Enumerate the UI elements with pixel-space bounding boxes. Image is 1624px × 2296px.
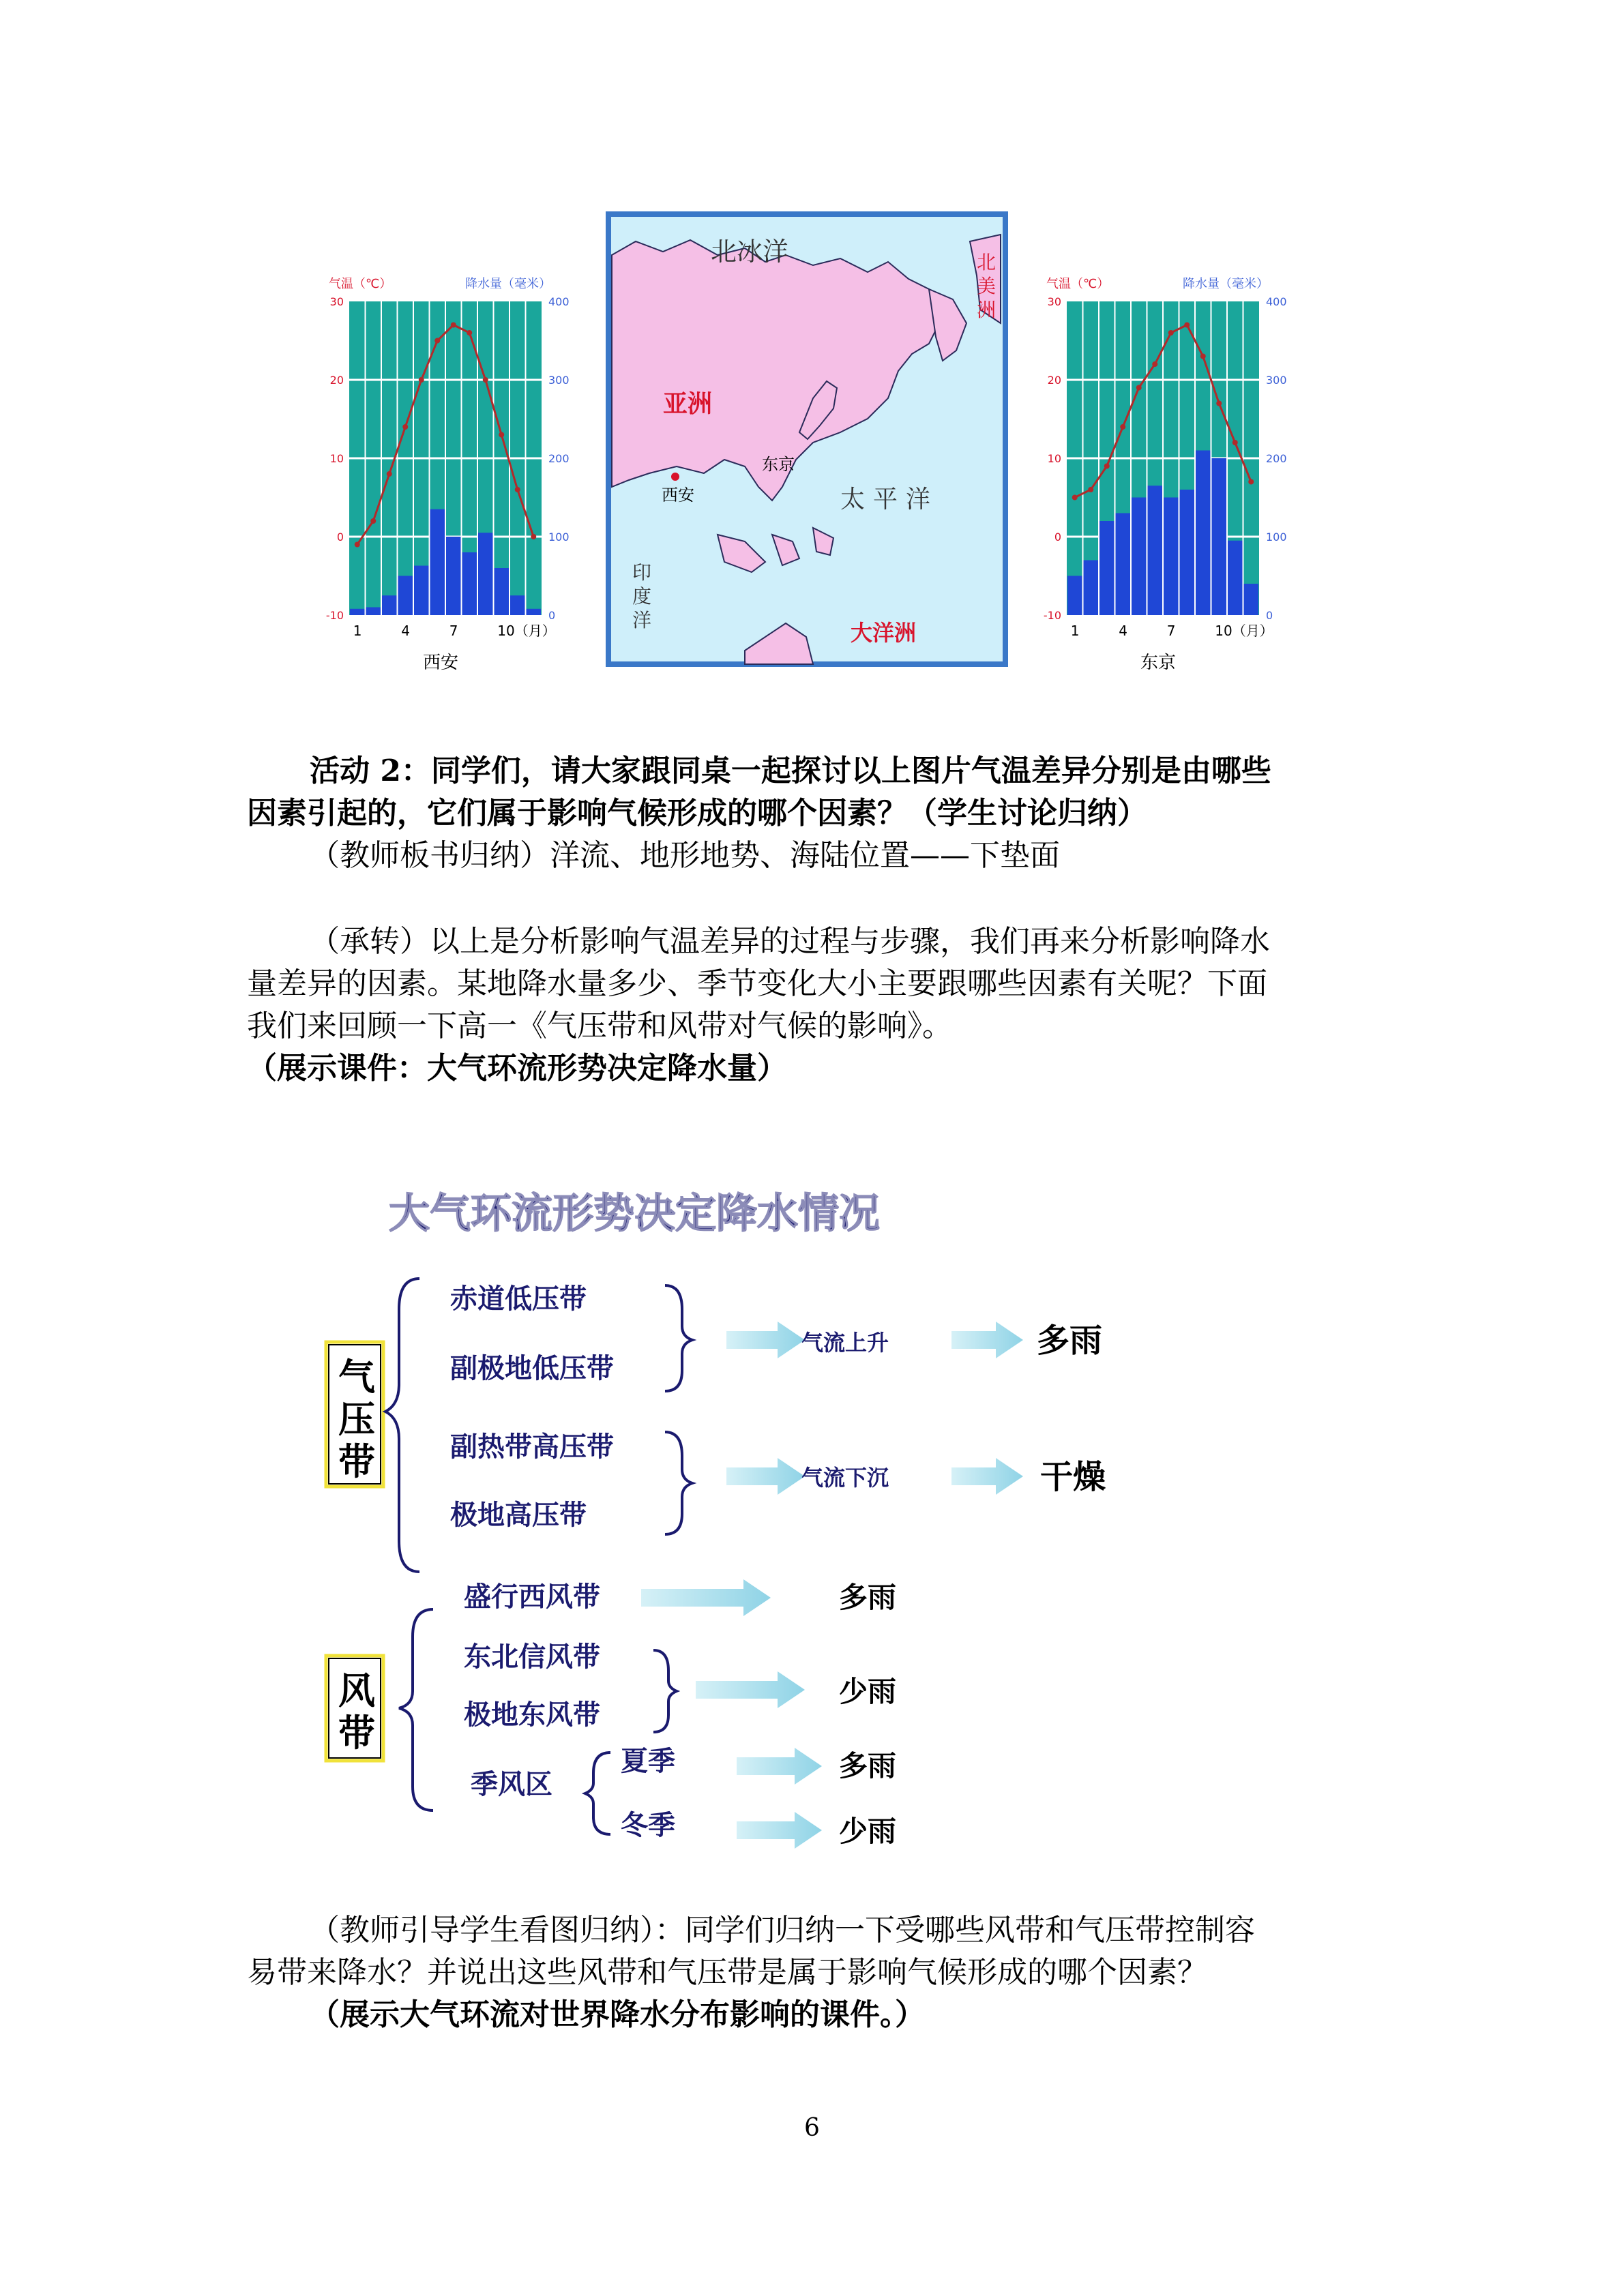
tokyo-temp-axis-label: 气温（℃）: [1046, 277, 1110, 291]
asia-label: 亚洲: [663, 390, 713, 418]
tokyo-temp-tick: 0: [1054, 531, 1061, 543]
transition-line2: 量差异的因素。某地降水量多少、季节变化大小主要跟哪些因素有关呢？下面: [247, 966, 1267, 1001]
xian-temp-point: [451, 323, 456, 328]
summer-result: 多雨: [839, 1749, 897, 1783]
tokyo-temp-point: [1088, 487, 1093, 492]
winter-label: 冬季: [621, 1810, 675, 1841]
tokyo-precip-bar: [1067, 576, 1082, 616]
xian-precip-bar: [478, 533, 493, 615]
xian-month-tick: 1: [353, 623, 362, 639]
xian-precip-tick: 200: [548, 452, 570, 465]
xian-temp-point: [515, 487, 520, 492]
tokyo-month-tick: 4: [1119, 623, 1127, 639]
diagram-title: 大气环流形势决定降水情况: [389, 1190, 880, 1238]
xian-precip-bar: [382, 595, 397, 615]
monsoon-brace: [585, 1753, 610, 1834]
tokyo-temp-tick: -10: [1043, 609, 1061, 622]
dry-arrow: [951, 1458, 1023, 1495]
tokyo-month-tick: 7: [1166, 623, 1176, 639]
rain-arrow: [951, 1322, 1023, 1358]
xian-temp-point: [370, 518, 376, 524]
activity2-line1: 活动 2：同学们，请大家跟同桌一起探讨以上图片气温差异分别是由哪些: [310, 754, 1271, 788]
xian-month-tick: 4: [401, 623, 410, 639]
circulation-diagram: [300, 1173, 1187, 1868]
xian-precip-bar: [494, 568, 510, 615]
indian-ocean-label-3: 洋: [632, 609, 652, 631]
tokyo-month-tick: 10（月）: [1215, 623, 1273, 639]
tokyo-precip-bar: [1180, 490, 1195, 615]
xian-precip-bar: [462, 552, 477, 615]
high-belt-1: 副热带高压带: [450, 1431, 614, 1463]
xian-temp-point: [467, 330, 472, 336]
rise-arrow: [726, 1322, 805, 1358]
westerlies-arrow: [641, 1579, 771, 1616]
wind-box-char-2: 带: [338, 1712, 375, 1755]
xian-precip-tick: 100: [548, 531, 570, 543]
pressure-box-char-3: 带: [338, 1440, 375, 1483]
xian-temp-tick: 20: [329, 374, 344, 387]
tokyo-precip-tick: 200: [1266, 452, 1287, 465]
low-belts-brace: [665, 1285, 692, 1391]
arctic-ocean-label: 北冰洋: [711, 237, 789, 267]
climate-figure: [314, 205, 1316, 682]
activity2-paragraph: [247, 750, 1379, 835]
xian-precip-tick: 0: [548, 609, 556, 622]
tokyo-precip-bar: [1148, 486, 1163, 615]
courseware-note-1: （展示课件：大气环流形势决定降水量）: [247, 1051, 787, 1086]
tokyo-temp-tick: 20: [1047, 374, 1061, 387]
xian-precip-bar: [350, 609, 365, 615]
tokyo-precip-bar: [1196, 451, 1211, 616]
winter-arrow: [737, 1812, 822, 1849]
tokyo-precip-axis-label: 降水量（毫米）: [1183, 277, 1269, 291]
tokyo-precip-bar: [1228, 541, 1243, 615]
tokyo-temp-tick: 30: [1047, 295, 1061, 308]
trades-label: 东北信风带: [464, 1641, 600, 1673]
xian-precip-bar: [414, 566, 429, 615]
westerlies-label: 盛行西风带: [464, 1581, 600, 1613]
tokyo-precip-bar: [1212, 458, 1227, 615]
tokyo-temp-point: [1184, 323, 1190, 328]
page-number: 6: [804, 2114, 820, 2142]
xian-precip-tick: 300: [548, 374, 570, 387]
xian-temp-point: [387, 471, 392, 477]
low-belt-2: 副极地低压带: [450, 1353, 614, 1384]
tokyo-temp-point: [1152, 361, 1157, 367]
xian-precip-bar: [366, 608, 381, 616]
indian-ocean-label-1: 印: [632, 561, 652, 584]
tokyo-precip-bar: [1099, 521, 1114, 615]
oceania-label: 大洋洲: [851, 620, 917, 646]
trades-arrow: [696, 1671, 805, 1708]
pressure-box-char-1: 气: [338, 1356, 375, 1399]
north-america-label-1: 北: [977, 251, 996, 273]
monsoon-label: 季风区: [471, 1769, 552, 1800]
xian-precip-axis-label: 降水量（毫米）: [465, 277, 551, 291]
xian-temp-tick: 30: [329, 295, 344, 308]
xian-city-label: 西安: [423, 653, 459, 673]
courseware-note-2: （展示大气环流对世界降水分布影响的课件。）: [310, 1997, 925, 2032]
tokyo-precip-bar: [1132, 498, 1147, 616]
trades-result: 少雨: [839, 1675, 897, 1708]
pacific-label: 太平洋: [840, 486, 939, 513]
tokyo-temp-point: [1072, 495, 1078, 501]
high-belt-2: 极地高压带: [450, 1500, 587, 1531]
teacher-summary: （教师板书归纳）洋流、地形地势、海陆位置——下垫面: [310, 838, 1060, 873]
tokyo-precip-tick: 400: [1266, 295, 1287, 308]
polar-east-label: 极地东风带: [464, 1699, 600, 1731]
north-america-label-2: 美: [977, 275, 996, 297]
activity2-line2: 因素引起的，它们属于影响气候形成的哪个因素？（学生讨论归纳）: [247, 796, 1147, 831]
wind-box-char-1: 风: [338, 1669, 375, 1712]
map-asia-pacific: [608, 214, 1005, 664]
xian-precip-bar: [398, 576, 413, 616]
north-america-label-3: 洲: [977, 299, 996, 321]
xian-precip-bar: [510, 595, 525, 615]
xian-temp-point: [402, 424, 408, 430]
xian-precip-bar: [430, 509, 445, 615]
xian-temp-point: [531, 534, 536, 539]
xian-temp-axis-label: 气温（℃）: [329, 277, 392, 291]
xian-climate-chart: [326, 277, 570, 673]
tokyo-temp-point: [1248, 479, 1254, 485]
xian-map-label: 西安: [662, 486, 694, 505]
tokyo-temp-point: [1200, 354, 1206, 359]
rise-label: 气流上升: [801, 1330, 889, 1356]
tokyo-climate-chart: [1044, 277, 1287, 673]
pressure-box-char-2: 压: [338, 1398, 375, 1441]
winter-result: 少雨: [839, 1815, 897, 1848]
sink-label: 气流下沉: [801, 1465, 889, 1491]
tokyo-precip-bar: [1164, 498, 1179, 616]
wind-brace: [399, 1609, 433, 1810]
tokyo-temp-point: [1232, 440, 1238, 445]
xian-precip-bar: [527, 609, 542, 615]
tokyo-precip-tick: 300: [1266, 374, 1287, 387]
xian-month-tick: 7: [449, 623, 458, 639]
tokyo-temp-point: [1136, 385, 1142, 391]
tokyo-city-label: 东京: [1140, 653, 1177, 673]
xian-temp-point: [499, 432, 504, 438]
xian-temp-point: [419, 377, 424, 383]
xian-temp-point: [434, 338, 440, 344]
tokyo-precip-bar: [1084, 561, 1099, 616]
xian-precip-bar: [446, 537, 461, 615]
tokyo-temp-point: [1104, 464, 1110, 469]
xian-temp-tick: 10: [329, 452, 344, 465]
tokyo-precip-tick: 100: [1266, 531, 1287, 543]
tokyo-map-label: 东京: [762, 455, 795, 474]
summer-arrow: [737, 1748, 822, 1785]
tokyo-month-tick: 1: [1070, 623, 1080, 639]
pressure-brace: [385, 1279, 419, 1572]
tokyo-temp-point: [1216, 401, 1222, 406]
guide-line2: 易带来降水？并说出这些风带和气压带是属于影响气候形成的哪个因素？: [247, 1955, 1207, 1990]
high-belts-brace: [665, 1432, 692, 1534]
guide-line1: （教师引导学生看图归纳）：同学们归纳一下受哪些风带和气压带控制容: [310, 1913, 1255, 1948]
rise-result: 多雨: [1037, 1322, 1103, 1360]
tokyo-precip-bar: [1244, 584, 1259, 615]
xian-temp-point: [355, 542, 360, 548]
xian-temp-tick: -10: [325, 609, 344, 622]
low-belt-1: 赤道低压带: [450, 1283, 587, 1315]
trades-brace: [653, 1650, 677, 1732]
tokyo-temp-point: [1168, 330, 1174, 336]
xian-month-tick: 10（月）: [497, 623, 556, 639]
transition-line1: （承转）以上是分析影响气温差异的过程与步骤，我们再来分析影响降水: [310, 924, 1270, 959]
xian-temp-tick: 0: [336, 531, 344, 543]
tokyo-temp-tick: 10: [1047, 452, 1061, 465]
transition-line3: 我们来回顾一下高一《气压带和风带对气候的影响》。: [247, 1009, 952, 1043]
westerlies-result: 多雨: [839, 1581, 897, 1614]
xian-precip-tick: 400: [548, 295, 570, 308]
sink-result: 干燥: [1040, 1458, 1106, 1496]
xian-temp-point: [483, 377, 488, 383]
summer-label: 夏季: [621, 1746, 675, 1777]
sink-arrow: [726, 1458, 805, 1495]
tokyo-precip-bar: [1116, 513, 1131, 616]
transition-paragraph: [247, 921, 1379, 1047]
tokyo-precip-tick: 0: [1266, 609, 1273, 622]
tokyo-temp-point: [1120, 424, 1125, 430]
guide-paragraph: [247, 1909, 1379, 1994]
indian-ocean-label-2: 度: [632, 585, 652, 608]
xian-marker: [671, 473, 679, 481]
